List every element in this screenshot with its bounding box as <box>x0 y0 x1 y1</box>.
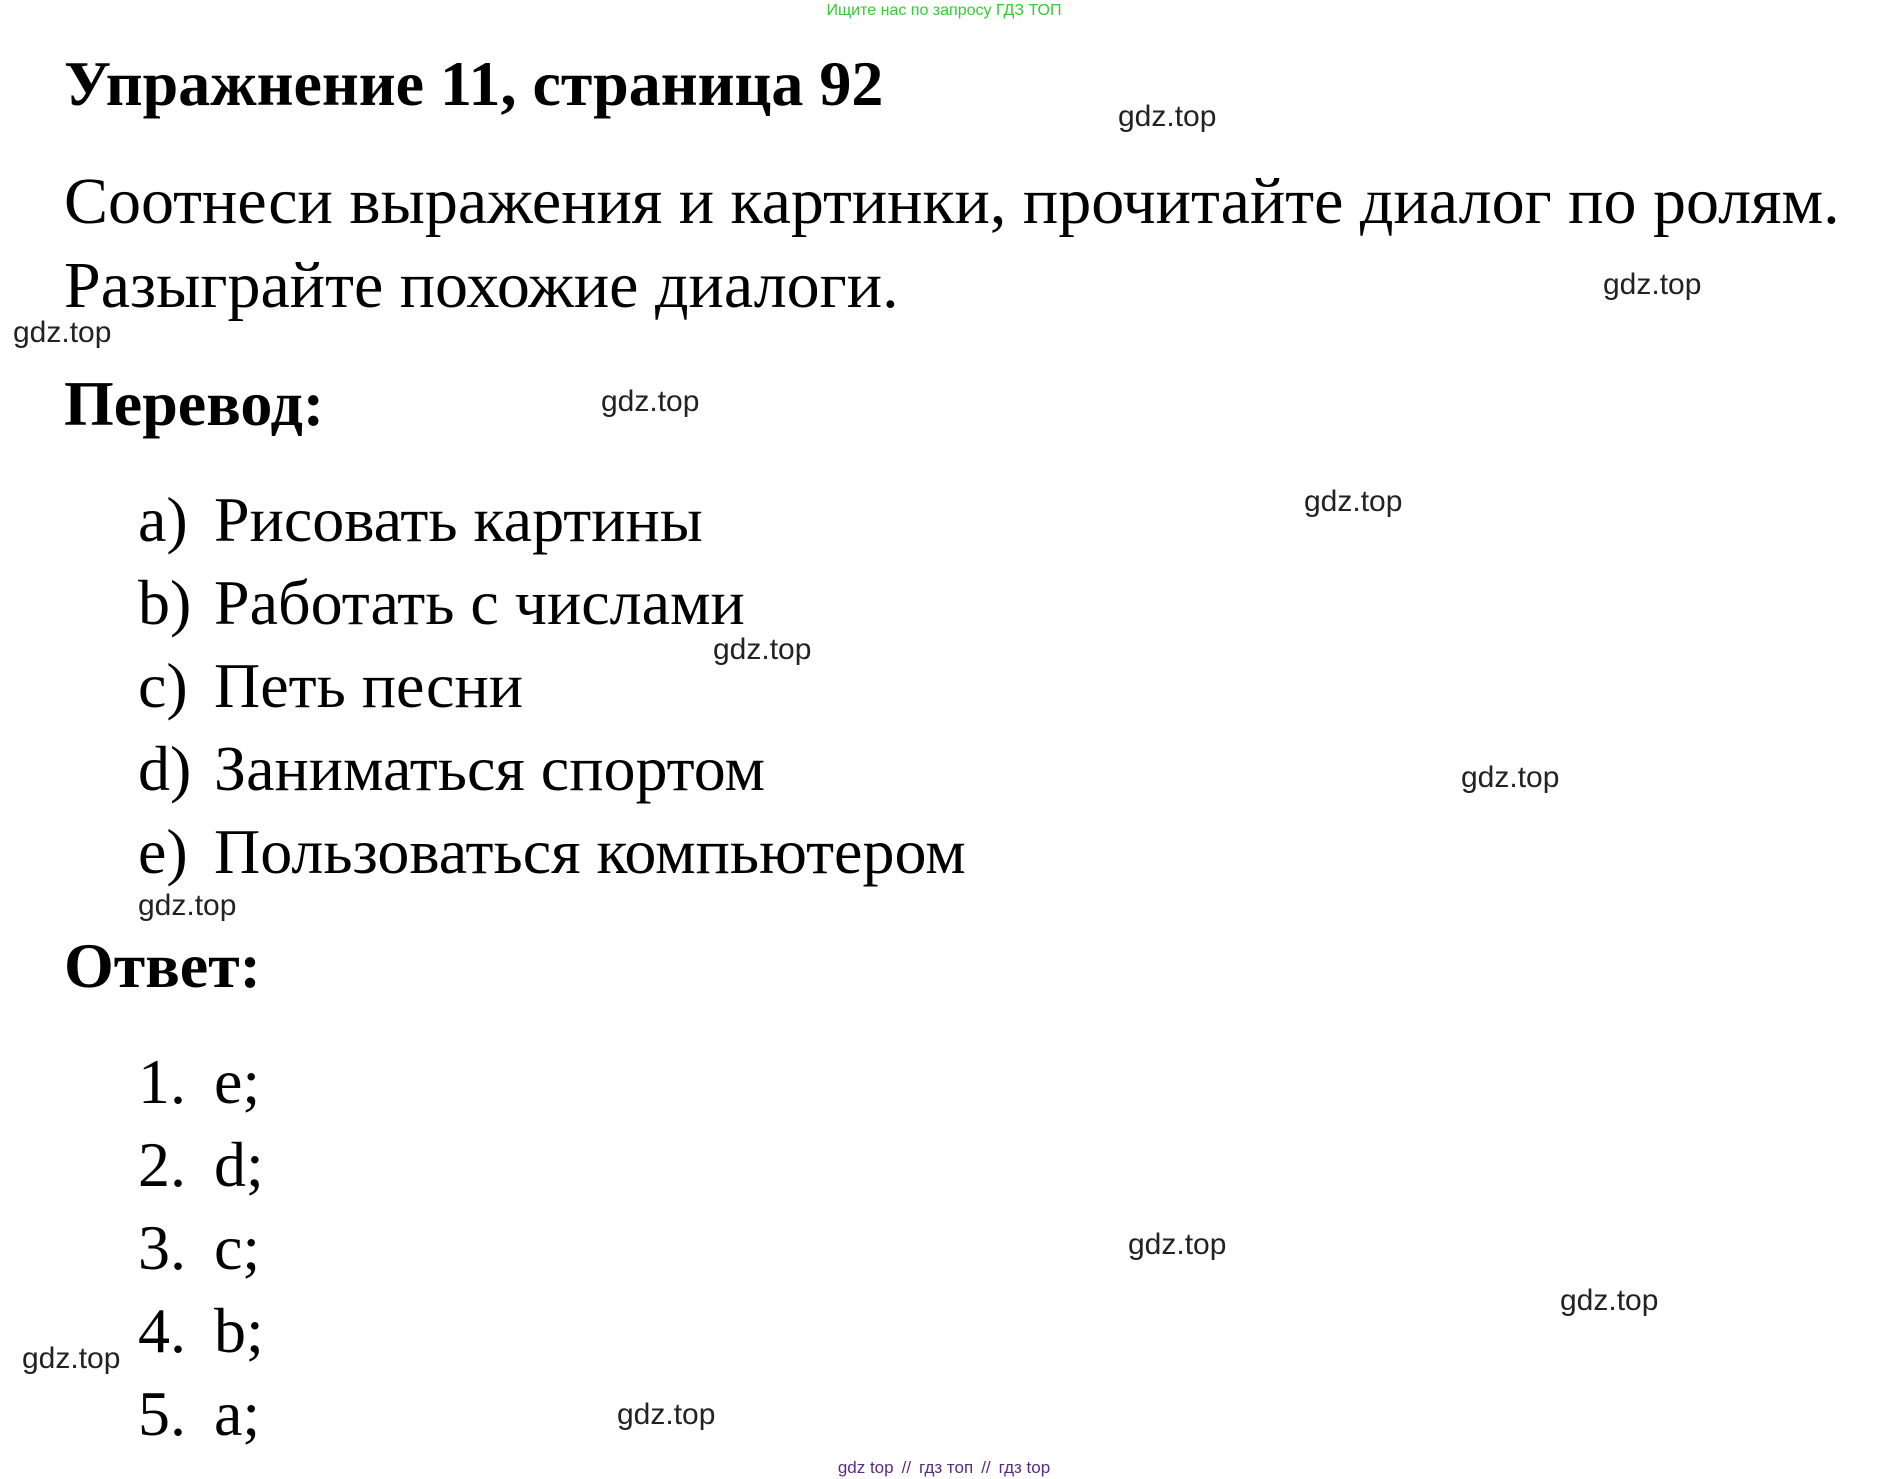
list-item <box>138 727 966 810</box>
item-text: Рисовать картины <box>214 484 703 555</box>
watermark: gdz.top <box>601 385 700 418</box>
item-text: Заниматься спортом <box>214 733 765 804</box>
list-item <box>138 810 966 893</box>
list-item <box>138 1289 264 1372</box>
watermark: gdz.top <box>22 1342 121 1375</box>
item-marker: 5. <box>138 1378 186 1449</box>
translation-heading: Перевод: <box>64 368 325 439</box>
instruction-line-2: Разыграйте похожие диалоги. <box>64 249 899 322</box>
item-text: Пользоваться компьютером <box>214 816 966 887</box>
item-text: b; <box>214 1295 264 1366</box>
watermark: gdz.top <box>1461 761 1560 794</box>
item-marker: 3. <box>138 1212 186 1283</box>
item-marker: b) <box>138 567 192 638</box>
watermark: gdz.top <box>1118 100 1217 133</box>
list-item <box>138 1206 264 1289</box>
footer-separator: // <box>981 1458 991 1477</box>
translation-list <box>138 478 966 893</box>
page-title: Упражнение 11, страница 92 <box>64 48 884 119</box>
item-text: c; <box>214 1212 261 1283</box>
instruction-line-1: Соотнеси выражения и картинки, прочитайте диалог по ролям. <box>64 165 1840 238</box>
top-banner: Ищите нас по запросу ГДЗ ТОП <box>826 2 1062 19</box>
watermark: gdz.top <box>617 1398 716 1431</box>
footer-text: гдз top <box>998 1458 1051 1477</box>
item-marker: a) <box>138 484 188 555</box>
list-item <box>138 1372 264 1455</box>
list-item <box>138 1040 264 1123</box>
watermark: gdz.top <box>713 633 812 666</box>
list-item <box>138 644 966 727</box>
watermark: gdz.top <box>1304 485 1403 518</box>
item-marker: 2. <box>138 1129 186 1200</box>
item-text: e; <box>214 1046 261 1117</box>
item-marker: c) <box>138 650 188 721</box>
item-text: d; <box>214 1129 264 1200</box>
list-item <box>138 478 966 561</box>
list-item <box>138 1123 264 1206</box>
footer-separator: // <box>901 1458 912 1477</box>
answer-heading: Ответ: <box>64 930 261 1001</box>
item-marker: d) <box>138 733 192 804</box>
watermark: gdz.top <box>1603 268 1702 301</box>
watermark: gdz.top <box>1128 1228 1227 1261</box>
footer-text: гдз топ <box>919 1458 974 1477</box>
footer <box>0 1458 1888 1478</box>
answer-list <box>138 1040 264 1455</box>
exercise-instruction <box>64 160 1884 328</box>
watermark: gdz.top <box>138 889 237 922</box>
item-marker: 4. <box>138 1295 186 1366</box>
item-text: Работать с числами <box>214 567 745 638</box>
list-item <box>138 561 966 644</box>
item-text: Петь песни <box>214 650 523 721</box>
item-text: a; <box>214 1378 261 1449</box>
item-marker: 1. <box>138 1046 186 1117</box>
watermark: gdz.top <box>1560 1284 1659 1317</box>
footer-text: gdz top <box>837 1458 894 1477</box>
watermark: gdz.top <box>13 316 112 349</box>
item-marker: e) <box>138 816 188 887</box>
